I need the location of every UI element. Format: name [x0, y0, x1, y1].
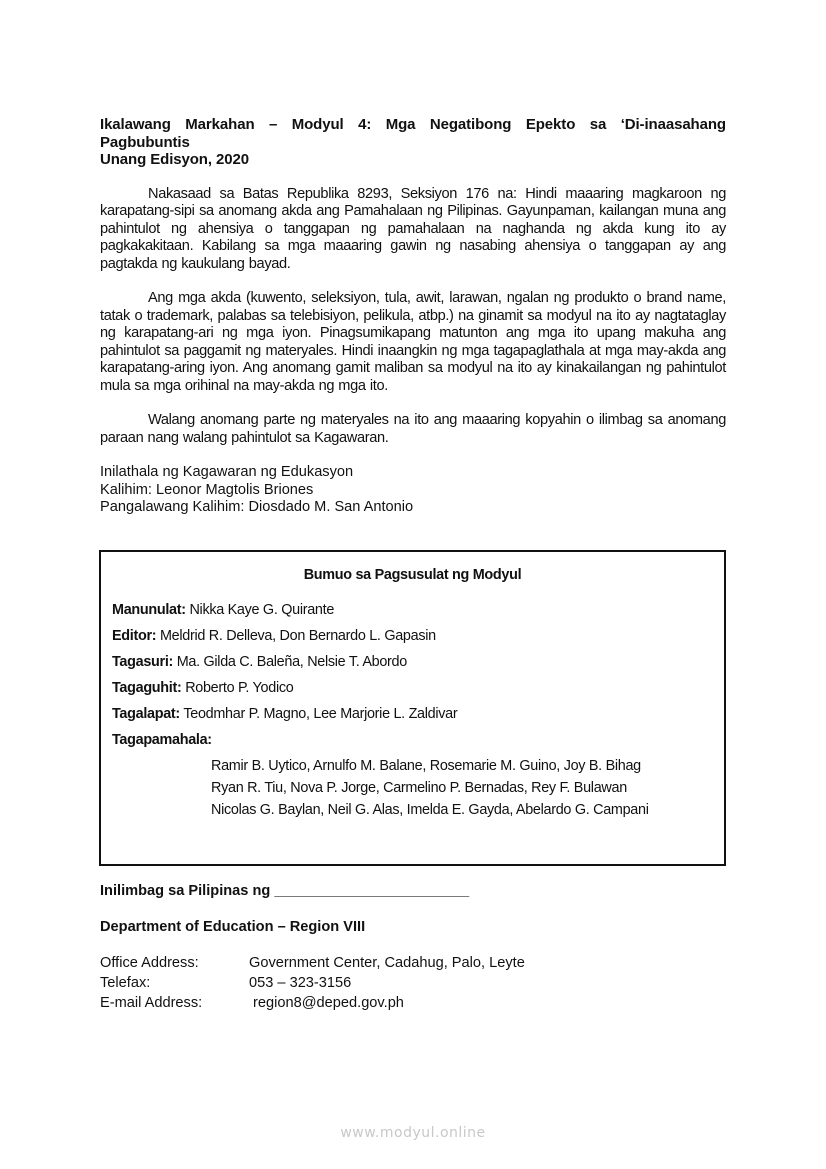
managers-line-3: Nicolas G. Baylan, Neil G. Alas, Imelda E. Gayda, Abelardo G. Campani [211, 802, 649, 818]
credit-layout-artist [112, 706, 457, 722]
credit-editor [112, 628, 436, 644]
credit-role: Tagalapat: [112, 706, 180, 722]
credit-role: Manunulat: [112, 602, 186, 618]
module-title-line-2: Pagbubuntis [100, 133, 190, 151]
contact-value: Government Center, Cadahug, Palo, Leyte [249, 955, 525, 971]
copyright-paragraph-3 [100, 412, 726, 447]
edition-label: Unang Edisyon, 2020 [100, 151, 249, 168]
credit-managers-label [112, 732, 212, 748]
copyright-paragraph-1 [100, 186, 726, 274]
credit-role: Editor: [112, 628, 157, 644]
contact-label: Telefax: [100, 975, 151, 991]
credit-role: Tagaguhit: [112, 680, 182, 696]
contact-telefax [100, 975, 351, 991]
contact-office-address [100, 955, 525, 971]
paragraph-text: Ang mga akda (kuwento, seleksiyon, tula, awit, larawan, ngalan ng produkto o brand name, tatak o trademark, palabas sa telebisiyon, pelikula, atbp.) na ginamit sa modyul na ito ay nagtataglay ng karapatang-ari ng mga iyon. Pinagsumikapang matunton ang mga ito upang makuha ang pahintulot sa paggamit ng materyales. Hindi inaangkin ng mga tagapaglathala at mga may-akda ang karapatang-aring iyon. Ang anomang gamit maliban sa modyul na ito ay kinakailangan ng pahintulot mula sa mga orihinal na may-akda ng mga ito. [100, 290, 726, 394]
credit-names: Ma. Gilda C. Baleña, Nelsie T. Abordo [176, 654, 407, 670]
contact-label: E-mail Address: [100, 995, 203, 1011]
secretary: Kalihim: Leonor Magtolis Briones [100, 481, 314, 498]
published-by: Inilathala ng Kagawaran ng Edukasyon [100, 464, 354, 480]
contact-value: 053 – 323-3156 [249, 975, 352, 991]
publisher-info [100, 464, 726, 517]
paragraph-text: Walang anomang parte ng materyales na ito ang maaaring kopyahin o ilimbag sa anomang paraan nang walang pahintulot sa Kagawaran. [100, 412, 726, 446]
managers-line-2: Ryan R. Tiu, Nova P. Jorge, Carmelino P. Bernadas, Rey F. Bulawan [211, 780, 627, 796]
office-name: Department of Education – Region VIII [100, 919, 366, 935]
module-title-line-1: Ikalawang Markahan – Modyul 4: Mga Negatibong Epekto sa ‘Di-inaasahang [100, 116, 726, 133]
credit-names: Teodmhar P. Magno, Lee Marjorie L. Zaldivar [183, 706, 458, 722]
contact-email [100, 995, 404, 1011]
credit-names: Roberto P. Yodico [185, 680, 294, 696]
module-heading [100, 116, 726, 169]
managers-line-1: Ramir B. Uytico, Arnulfo M. Balane, Rosemarie M. Guino, Joy B. Bihag [211, 758, 641, 774]
credit-illustrator [112, 680, 293, 696]
credit-names: Meldrid R. Delleva, Don Bernardo L. Gapasin [159, 628, 436, 644]
contact-value[interactable]: region8@deped.gov.ph [249, 995, 404, 1011]
watermark: www.modyul.online [340, 1125, 486, 1141]
credit-reviewer [112, 654, 407, 670]
credits-box-title: Bumuo sa Pagsusulat ng Modyul [303, 567, 522, 583]
credit-role: Tagapamahala: [112, 732, 212, 748]
credit-names: Nikka Kaye G. Quirante [189, 602, 335, 618]
credit-role: Tagasuri: [112, 654, 174, 670]
paragraph-text: Nakasaad sa Batas Republika 8293, Seksiyon 176 na: Hindi maaaring magkaroon ng karapatang-sipi sa anomang akda ang Pamahalaan ng Pilipinas. Gayunpaman, kailangan muna ang pahintulot ng ahensiya o tanggapan ng pamahalaan na naghanda ng akda kung ito ay pagkakakitaan. Kabilang sa mga maaaring gawin ng nasabing ahensiya o tanggapan ay ang pagtakda ng kaukulang bayad. [100, 185, 726, 272]
copyright-paragraph-2 [100, 290, 726, 395]
credits-box [99, 550, 726, 866]
printed-in-line: Inilimbag sa Pilipinas ng ________________________ [100, 883, 470, 899]
undersecretary: Pangalawang Kalihim: Diosdado M. San Antonio [100, 499, 414, 515]
document-page [100, 116, 726, 517]
credit-writer [112, 602, 334, 618]
contact-label: Office Address: [100, 955, 199, 971]
